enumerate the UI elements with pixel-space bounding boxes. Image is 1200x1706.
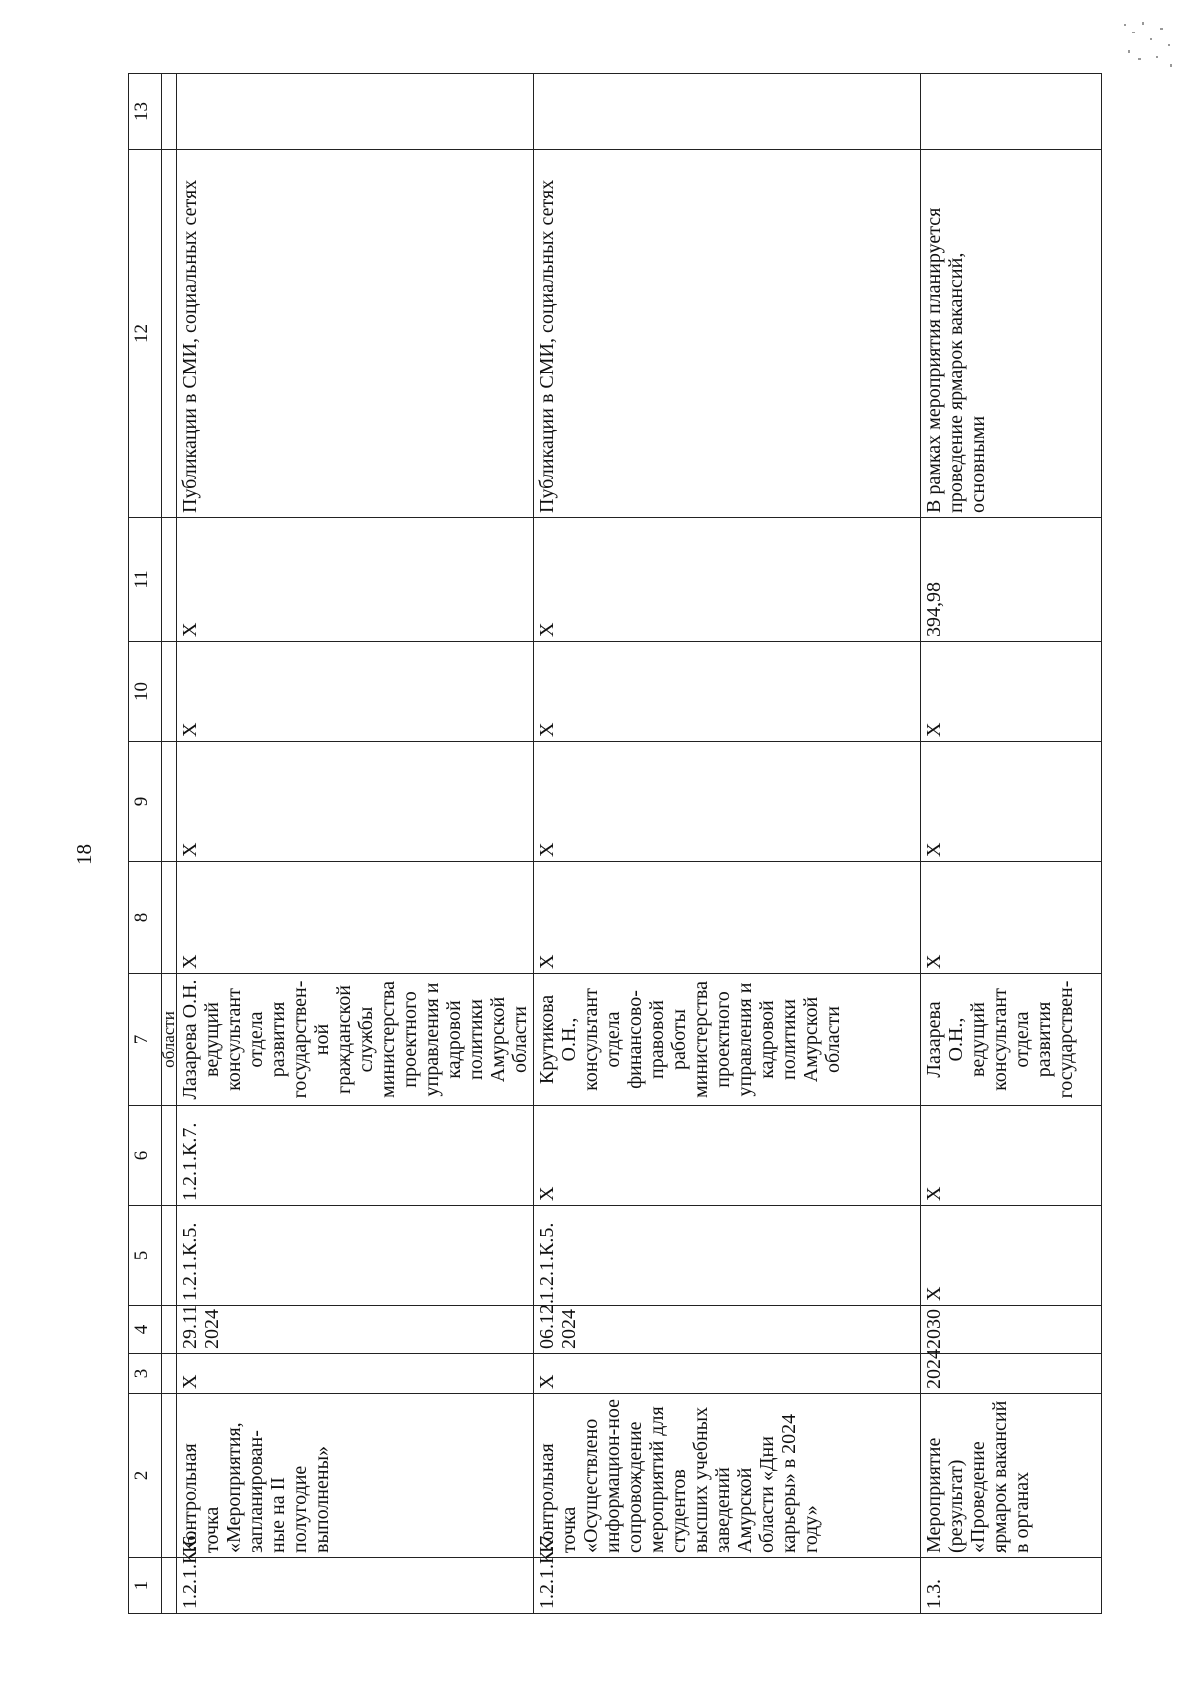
- plan-table: [128, 73, 1102, 1614]
- header-cell: 10: [129, 642, 162, 742]
- table-cell: Х: [534, 862, 921, 974]
- header-cell: 4: [129, 1306, 162, 1354]
- rotated-table-wrapper: [128, 74, 1188, 1614]
- table-cell: Х: [534, 1354, 921, 1394]
- table-cell: Х: [921, 642, 1102, 742]
- table-cell: В рамках мероприятия планируется проведение ярмарок вакансий, основными: [921, 150, 1102, 518]
- scan-artifact: [1120, 18, 1180, 78]
- table-cell: Х: [177, 742, 534, 862]
- table-cell: 394,98: [921, 518, 1102, 642]
- header-cell: 3: [129, 1354, 162, 1394]
- table-cell: Х: [534, 742, 921, 862]
- table-cell: Х: [534, 518, 921, 642]
- header-cell: 11: [129, 518, 162, 642]
- table-cell: 1.2.1.К.5.: [534, 1206, 921, 1306]
- header-cell: 13: [129, 74, 162, 150]
- table-cell: Х: [921, 862, 1102, 974]
- table-cell: Х: [921, 1106, 1102, 1206]
- page-number: 18: [72, 844, 96, 865]
- table-cell: 1.3.: [921, 1558, 1102, 1614]
- table-cell: 1.2.1.К.5.: [177, 1206, 534, 1306]
- table-cell: Лазарева О.Н., ведущий консультант отдела развития государствен-: [921, 974, 1102, 1106]
- table-cell: Мероприятие (результат) «Проведение ярмарок вакансий в органах: [921, 1394, 1102, 1558]
- header-row: [129, 74, 162, 1614]
- table-row: [921, 74, 1102, 1614]
- table-cell: Х: [177, 642, 534, 742]
- table-cell: Х: [534, 1106, 921, 1206]
- table-cell: [534, 74, 921, 150]
- table-cell: 2030: [921, 1306, 1102, 1354]
- header-cell: 9: [129, 742, 162, 862]
- header-cell: 1: [129, 1558, 162, 1614]
- table-cell: Х: [921, 1206, 1102, 1306]
- table-cell: Х: [177, 1354, 534, 1394]
- table-cell: 1.2.1.К.7.: [534, 1558, 921, 1614]
- table-cell: 1.2.1.К.6.: [177, 1558, 534, 1614]
- table-cell: Х: [177, 518, 534, 642]
- table-cell: Лазарева О.Н. ведущий консультант отдела развития государствен-ной гражданской службы министерства проектного управления и кадровой политики Амурской области: [177, 974, 534, 1106]
- table-cell: 29.11 2024: [177, 1306, 534, 1354]
- table-row: [177, 74, 534, 1614]
- continuation-row: [162, 74, 177, 1614]
- table-row: [534, 74, 921, 1614]
- table-cell: Контрольная точка «Осуществлено информацион-ное сопровождение мероприятий для студентов высших учебных заведений Амурской области «Дни карьеры» в 2024 году»: [534, 1394, 921, 1558]
- header-cell: 6: [129, 1106, 162, 1206]
- header-cell: 7: [129, 974, 162, 1106]
- table-cell: Х: [921, 742, 1102, 862]
- table-cell: [177, 74, 534, 150]
- table-cell: Х: [534, 642, 921, 742]
- header-cell: 12: [129, 150, 162, 518]
- header-cell: 5: [129, 1206, 162, 1306]
- table-cell: 2024: [921, 1354, 1102, 1394]
- table-cell: Крутикова О.Н., консультант отдела финансово-правовой работы министерства проектного управления и кадровой политики Амурской области: [534, 974, 921, 1106]
- table-cell: [921, 74, 1102, 150]
- header-cell: 2: [129, 1394, 162, 1558]
- table-cell: Х: [177, 862, 534, 974]
- table-cell: Публикации в СМИ, социальных сетях: [177, 150, 534, 518]
- table-cell: 1.2.1.К.7.: [177, 1106, 534, 1206]
- table-cell: 06.12. 2024: [534, 1306, 921, 1354]
- table-cell: Контрольная точка «Мероприятия, запланирован-ные на II полугодие выполнены»: [177, 1394, 534, 1558]
- table-cell: Публикации в СМИ, социальных сетях: [534, 150, 921, 518]
- table-cell: области: [162, 974, 177, 1106]
- header-cell: 8: [129, 862, 162, 974]
